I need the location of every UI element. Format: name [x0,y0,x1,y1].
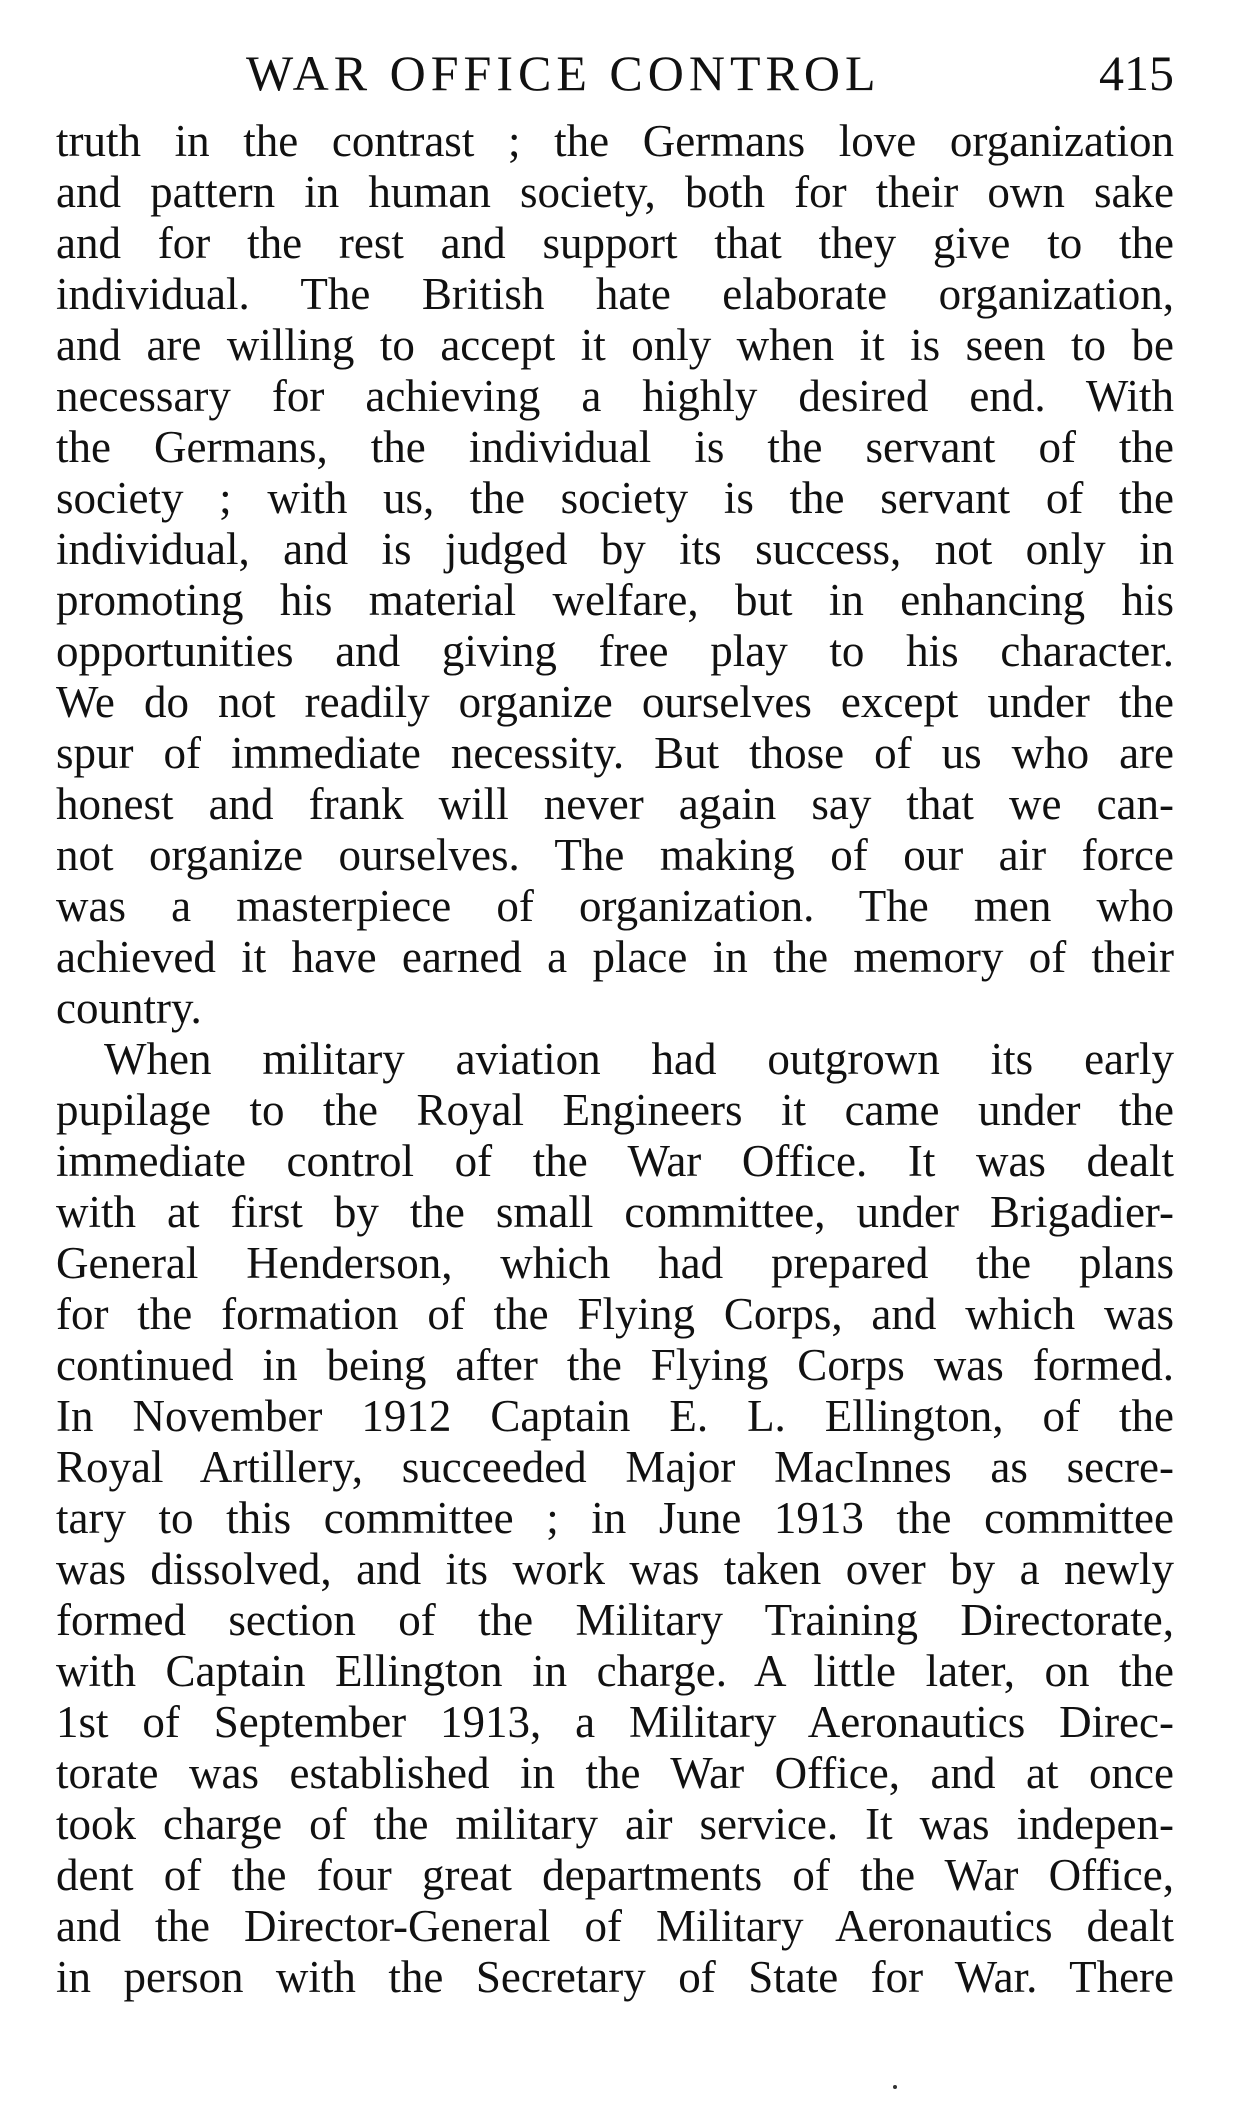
running-head [56,38,1174,108]
text-line: country. [56,983,202,1033]
text-line: necessary for achieving a highly desired end. With [56,371,1174,421]
text-line: achieved it have earned a place in the memory of their [56,932,1174,982]
text-line: in person with the Secretary of State for War. There [56,1952,1174,2002]
text-line: When military aviation had outgrown its early [104,1034,1174,1084]
text-line: was dissolved, and its work was taken over by a newly [56,1544,1174,1594]
paragraph-1 [56,116,1174,1034]
text-line: the Germans, the individual is the servant of the [56,422,1174,472]
text-line: pupilage to the Royal Engineers it came under the [56,1085,1174,1135]
text-line: and for the rest and support that they give to the [56,218,1174,268]
text-line: with Captain Ellington in charge. A little later, on the [56,1646,1174,1696]
text-line: opportunities and giving free play to his character. [56,626,1174,676]
text-line: 1st of September 1913, a Military Aeronautics Direc- [56,1697,1174,1747]
text-line: for the formation of the Flying Corps, and which was [56,1289,1174,1339]
ink-speck [893,2085,897,2089]
text-line: and pattern in human society, both for their own sake [56,167,1174,217]
text-line: individual. The British hate elaborate organization, [56,269,1174,319]
text-line: torate was established in the War Office, and at once [56,1748,1174,1798]
text-line: individual, and is judged by its success, not only in [56,524,1174,574]
text-line: General Henderson, which had prepared the plans [56,1238,1174,1288]
text-line: and are willing to accept it only when it is seen to be [56,320,1174,370]
paragraph-2 [56,1034,1174,2003]
text-line: truth in the contrast ; the Germans love organization [56,116,1174,166]
text-line: immediate control of the War Office. It was dealt [56,1136,1174,1186]
text-line: not organize ourselves. The making of our air force [56,830,1174,880]
text-line: Royal Artillery, succeeded Major MacInnes as secre- [56,1442,1174,1492]
text-line: continued in being after the Flying Corps was formed. [56,1340,1174,1390]
page-number: 415 [1099,45,1174,101]
text-line: tary to this committee ; in June 1913 the committee [56,1493,1174,1543]
text-line: society ; with us, the society is the servant of the [56,473,1174,523]
body-text [56,116,1174,2003]
text-line: was a masterpiece of organization. The men who [56,881,1174,931]
text-line: formed section of the Military Training Directorate, [56,1595,1174,1645]
text-line: and the Director-General of Military Aeronautics dealt [56,1901,1174,1951]
text-line: spur of immediate necessity. But those of us who are [56,728,1174,778]
text-line: dent of the four great departments of the War Office, [56,1850,1174,1900]
text-line: took charge of the military air service. It was indepen- [56,1799,1174,1849]
text-line: promoting his material welfare, but in enhancing his [56,575,1174,625]
text-line: honest and frank will never again say that we can- [56,779,1174,829]
text-line: with at first by the small committee, under Brigadier- [56,1187,1174,1237]
text-line: We do not readily organize ourselves except under the [56,677,1174,727]
text-line: In November 1912 Captain E. L. Ellington, of the [56,1391,1174,1441]
running-title: WAR OFFICE CONTROL [246,45,881,101]
